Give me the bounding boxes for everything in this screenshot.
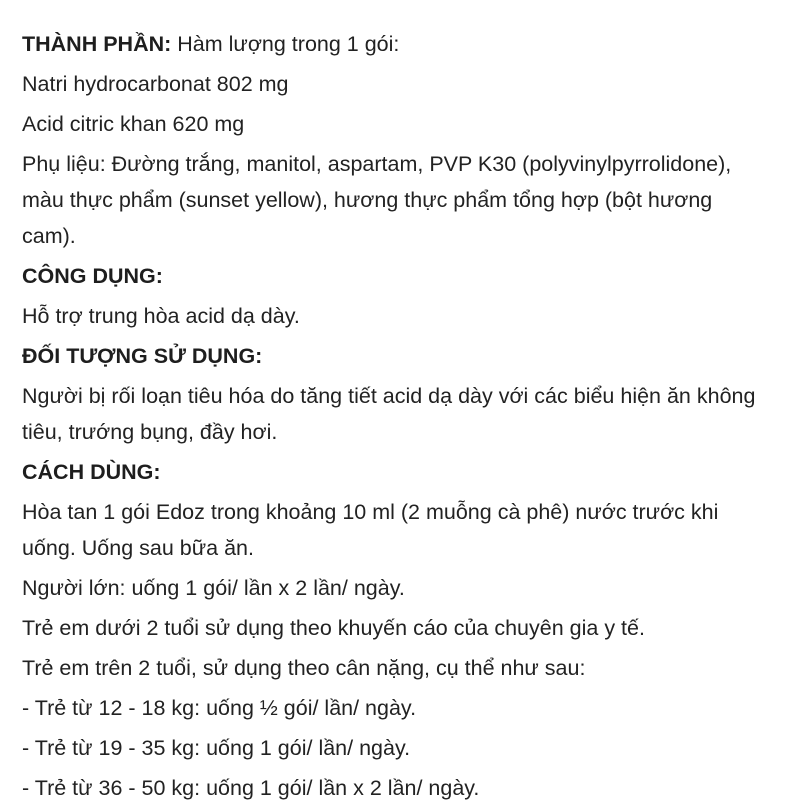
dosing-item: - Trẻ từ 12 - 18 kg: uống ½ gói/ lần/ ngày. [22, 696, 417, 720]
product-info-document [22, 26, 782, 806]
dosing-item: - Trẻ từ 36 - 50 kg: uống 1 gói/ lần x 2 lần/ ngày. [22, 776, 480, 800]
indication-heading: CÔNG DỤNG: [22, 264, 163, 288]
child-under-2-dosage: Trẻ em dưới 2 tuổi sử dụng theo khuyến cáo của chuyên gia y tế. [22, 616, 645, 640]
composition-intro: Hàm lượng trong 1 gói: [177, 32, 400, 56]
excipients-text: Phụ liệu: Đường trắng, manitol, aspartam, PVP K30 (polyvinylpyrrolidone), màu thực phẩm (sunset yellow), hương thực phẩm tổng hợp (bột hương cam). [22, 152, 732, 248]
ingredient-item: Natri hydrocarbonat 802 mg [22, 72, 289, 96]
target-text: Người bị rối loạn tiêu hóa do tăng tiết acid dạ dày với các biểu hiện ăn không tiêu, trướng bụng, đầy hơi. [22, 384, 756, 444]
ingredient-item: Acid citric khan 620 mg [22, 112, 245, 136]
composition-heading: THÀNH PHẦN: [22, 32, 172, 56]
child-over-2-dosage: Trẻ em trên 2 tuổi, sử dụng theo cân nặng, cụ thể như sau: [22, 656, 586, 680]
adult-dosage: Người lớn: uống 1 gói/ lần x 2 lần/ ngày. [22, 576, 405, 600]
indication-text: Hỗ trợ trung hòa acid dạ dày. [22, 304, 300, 328]
usage-instruction: Hòa tan 1 gói Edoz trong khoảng 10 ml (2 muỗng cà phê) nước trước khi uống. Uống sau bữa ăn. [22, 500, 719, 560]
composition-line [22, 26, 782, 62]
usage-heading: CÁCH DÙNG: [22, 460, 161, 484]
dosing-item: - Trẻ từ 19 - 35 kg: uống 1 gói/ lần/ ngày. [22, 736, 411, 760]
target-heading: ĐỐI TƯỢNG SỬ DỤNG: [22, 344, 263, 368]
